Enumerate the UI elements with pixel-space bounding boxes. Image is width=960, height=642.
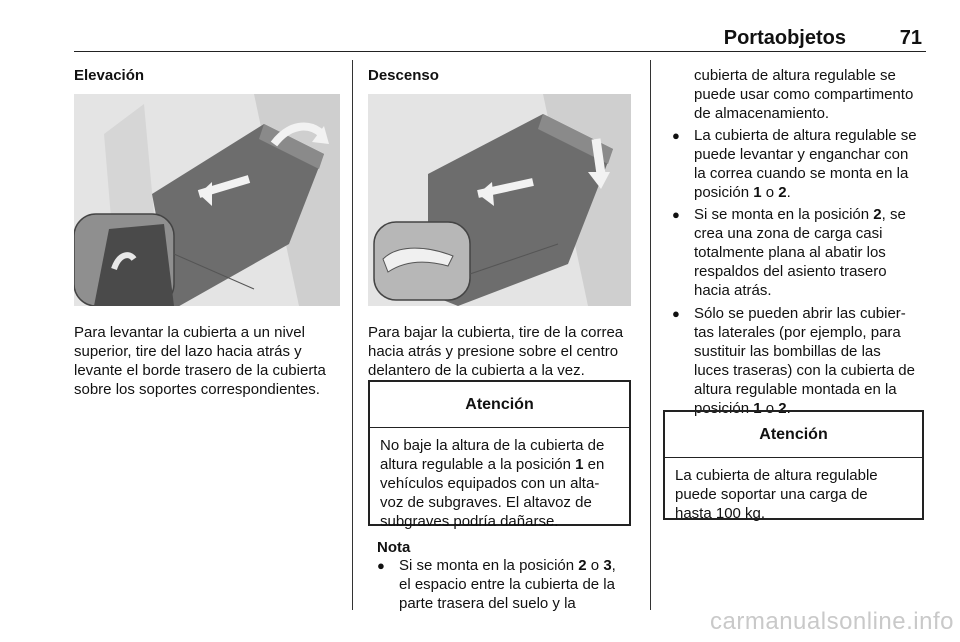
text-line: altura regulable montada en la (694, 381, 897, 398)
section-title-descenso: Descenso (368, 67, 439, 84)
text-line: superior, tire del lazo hacia atrás y (74, 343, 302, 360)
attention-body (370, 428, 629, 531)
continuation-paragraph (694, 66, 934, 123)
descent-illustration (368, 94, 631, 306)
note-bullet-item (377, 556, 650, 616)
text-line: de almacenamiento. (694, 105, 830, 122)
attention-box-load (663, 410, 924, 520)
text-line: posición 1 o 2. (694, 400, 791, 417)
text-line: Sólo se pueden abrir las cubier- (694, 305, 906, 322)
attention-body (665, 458, 922, 523)
bullet-icon: ● (672, 128, 680, 143)
text-line: Si se monta en la posición 2, se (694, 206, 906, 223)
note-bullet-text (399, 556, 616, 613)
text-line: Para levantar la cubierta a un nivel (74, 324, 305, 341)
text-line: tas laterales (por ejemplo, para (694, 324, 901, 341)
text-line: altura regulable a la posición 1 en (380, 456, 605, 473)
section-title-elevacion: Elevación (74, 67, 145, 84)
attention-heading: Atención (665, 412, 922, 458)
text-line: luces traseras) con la cubierta de (694, 362, 915, 379)
bullet-icon: ● (672, 207, 680, 222)
bullet-text (694, 304, 915, 418)
text-line: Si se monta en la posición 2 o 3, (399, 557, 616, 574)
text-line: sustituir las bombillas de las (694, 343, 881, 360)
text-line: La cubierta de altura regulable (675, 467, 878, 484)
text-line: puede usar como compartimento (694, 86, 914, 103)
text-line: Para bajar la cubierta, tire de la correa (368, 324, 624, 341)
text-line: parte trasera del suelo y la (399, 595, 576, 612)
text-line: No baje la altura de la cubierta de (380, 437, 605, 454)
bullet-text (694, 126, 917, 202)
text-line: crea una zona de carga casi (694, 225, 883, 242)
text-line: hacia atrás. (694, 282, 772, 299)
bullet-item-side-covers (672, 304, 934, 418)
attention-heading: Atención (370, 382, 629, 428)
text-line: sobre los soportes correspondientes. (74, 381, 320, 398)
text-line: hacia atrás y presione sobre el centro (368, 343, 619, 360)
text-line: respaldos del asiento trasero (694, 263, 887, 280)
text-line: puede levantar y enganchar con (694, 146, 909, 163)
text-line: voz de subgraves. El altavoz de (380, 494, 592, 511)
text-line: el espacio entre la cubierta de la (399, 576, 615, 593)
text-line: hasta 100 kg. (675, 505, 766, 522)
note-heading: Nota (377, 539, 411, 556)
text-line: levante el borde trasero de la cubierta (74, 362, 326, 379)
watermark: carmanualsonline.info (710, 608, 954, 635)
text-line: vehículos equipados con un alta- (380, 475, 600, 492)
bullet-item-raise-hook (672, 126, 934, 202)
bullet-text (694, 205, 906, 300)
bullet-item-flat-load (672, 205, 934, 300)
attention-box-subwoofer (368, 380, 631, 530)
text-line: totalmente plana al abatir los (694, 244, 886, 261)
bullet-icon: ● (672, 306, 680, 321)
page-header (74, 24, 926, 52)
column-divider-left (352, 60, 353, 610)
elevation-paragraph (74, 323, 352, 399)
bullet-icon: ● (377, 558, 385, 573)
elevation-illustration (74, 94, 340, 306)
chapter-title: Portaobjetos (723, 27, 846, 49)
text-line: la correa cuando se monta en la (694, 165, 909, 182)
text-line: posición 1 o 2. (694, 184, 791, 201)
text-line: delantero de la cubierta a la vez. (368, 362, 585, 379)
text-line: La cubierta de altura regulable se (694, 127, 917, 144)
text-line: cubierta de altura regulable se (694, 67, 896, 84)
text-line: puede soportar una carga de (675, 486, 868, 503)
column-divider-right (650, 60, 651, 610)
page-number: 71 (899, 27, 922, 49)
text-line: subgraves podría dañarse. (380, 513, 559, 530)
descent-paragraph (368, 323, 650, 380)
